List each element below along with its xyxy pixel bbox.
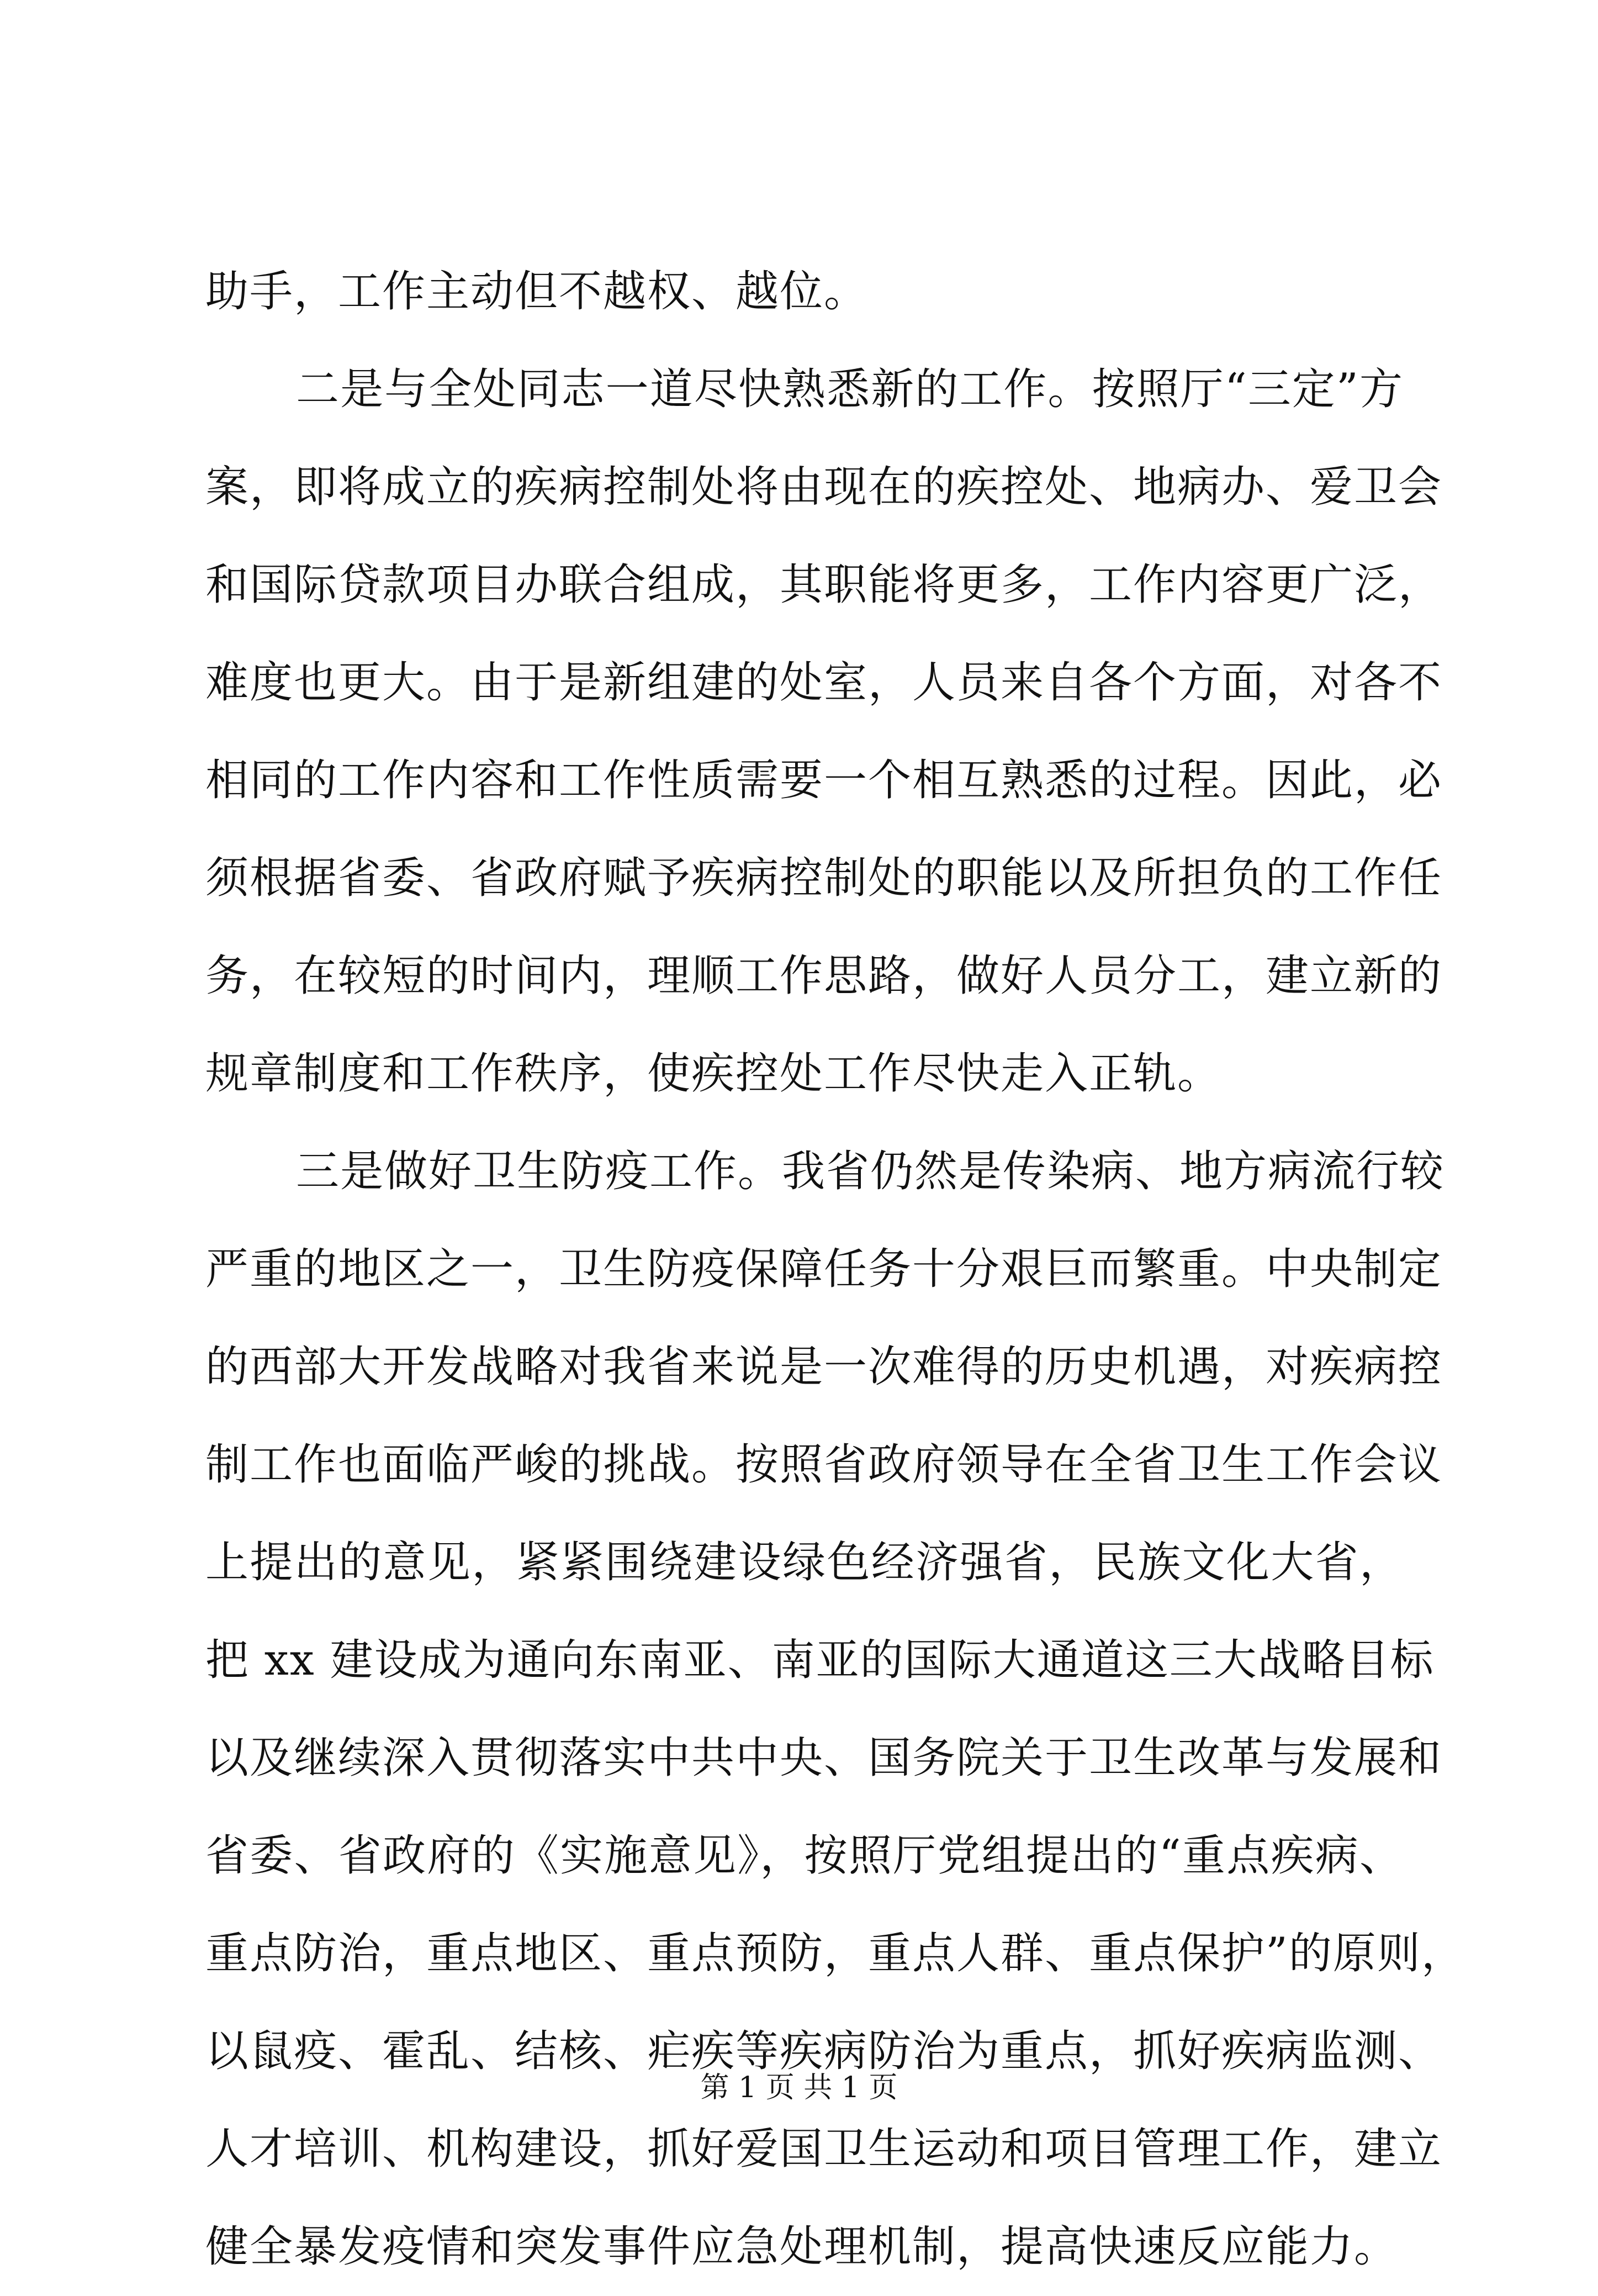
text-line: 以及继续深入贯彻落实中共中央、国务院关于卫生改革与发展和	[205, 1733, 1443, 1783]
text-line: 严重的地区之一，卫生防疫保障任务十分艰巨而繁重。中央制定	[205, 1244, 1443, 1294]
text-line: 上提出的意见，紧紧围绕建设绿色经济强省，民族文化大省，	[205, 1538, 1404, 1587]
text-line: 把 xx 建设成为通向东南亚、南亚的国际大通道这三大战略目标	[205, 1635, 1435, 1685]
text-line: 助手，工作主动但不越权、越位。	[205, 267, 869, 316]
text-line: 和国际贷款项目办联合组成，其职能将更多，工作内容更广泛，	[205, 560, 1443, 610]
paragraph-start-line: 三是做好卫生防疫工作。我省仍然是传染病、地方病流行较	[296, 1147, 1445, 1196]
text-line: 须根据省委、省政府赋予疾病控制处的职能以及所担负的工作任	[205, 853, 1443, 903]
text-line: 制工作也面临严峻的挑战。按照省政府领导在全省卫生工作会议	[205, 1440, 1443, 1490]
text-line: 难度也更大。由于是新组建的处室，人员来自各个方面，对各不	[205, 658, 1443, 708]
text-line: 案，即将成立的疾病控制处将由现在的疾控处、地病办、爱卫会	[205, 462, 1443, 512]
text-line: 健全暴发疫情和突发事件应急处理机制，提高快速反应能力。	[205, 2222, 1399, 2272]
text-line: 省委、省政府的《实施意见》，按照厅党组提出的“重点疾病、	[205, 1831, 1404, 1881]
page-footer	[0, 2066, 1598, 2110]
text-line: 以鼠疫、霍乱、结核、疟疾等疾病防治为重点，抓好疾病监测、	[205, 2026, 1443, 2076]
text-line: 规章制度和工作秩序，使疾控处工作尽快走入正轨。	[205, 1049, 1222, 1099]
text-line: 重点防治，重点地区、重点预防，重点人群、重点保护”的原则，	[205, 1929, 1465, 1978]
text-line: 人才培训、机构建设，抓好爱国卫生运动和项目管理工作，建立	[205, 2124, 1443, 2174]
text-line: 相同的工作内容和工作性质需要一个相互熟悉的过程。因此，必	[205, 756, 1443, 805]
text-line: 的西部大开发战略对我省来说是一次难得的历史机遇，对疾病控	[205, 1342, 1443, 1392]
text-line: 务，在较短的时间内，理顺工作思路，做好人员分工，建立新的	[205, 951, 1443, 1001]
paragraph-start-line: 二是与全处同志一道尽快熟悉新的工作。按照厅“三定”方	[296, 365, 1404, 414]
page-number: 第 1 页 共 1 页	[700, 2071, 898, 2104]
document-body	[205, 243, 1465, 2296]
